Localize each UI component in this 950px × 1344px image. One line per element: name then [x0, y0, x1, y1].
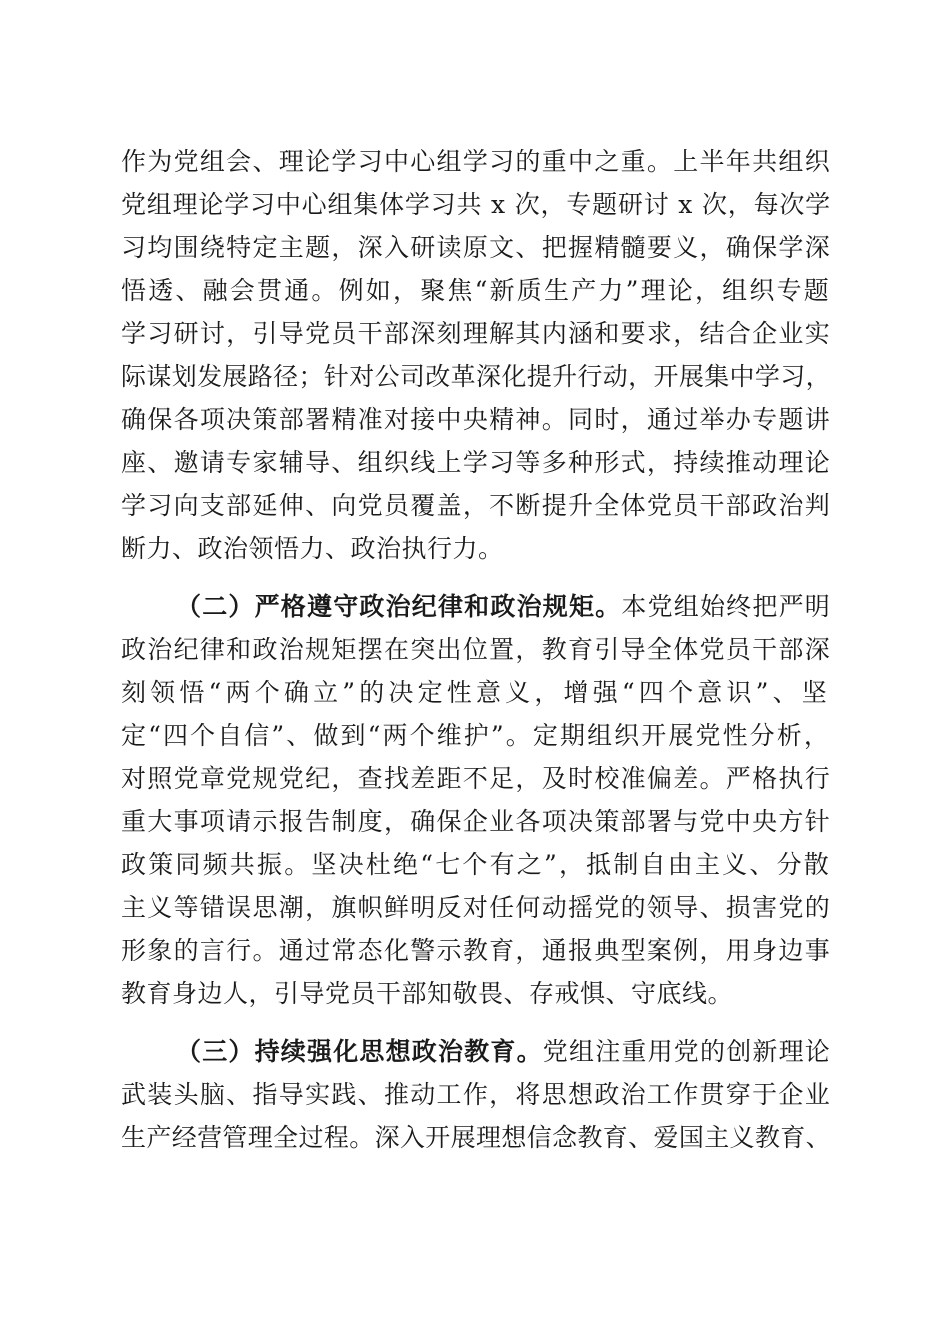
- paragraph-first-line: [121, 585, 831, 628]
- paragraph-political-discipline: [121, 585, 831, 1015]
- text-line: 确保各项决策部署精准对接中央精神。同时，通过举办专题讲: [121, 405, 831, 434]
- text-line: 教育身边人，引导党员干部知敬畏、存戒惧、守底线。: [121, 979, 734, 1008]
- text-line: 重大事项请示报告制度，确保企业各项决策部署与党中央方针: [121, 807, 831, 836]
- section-heading: （三）持续强化思想政治教育。: [176, 1037, 543, 1066]
- text-line: 对照党章党规党纪，查找差距不足，及时校准偏差。严格执行: [121, 764, 831, 793]
- paragraph-first-line: [121, 1030, 831, 1073]
- section-heading: （二）严格遵守政治纪律和政治规矩。: [176, 592, 622, 621]
- text-line: 政治纪律和政治规矩摆在突出位置，教育引导全体党员干部深: [121, 635, 831, 664]
- paragraph-ideological-education: [121, 1030, 831, 1159]
- paragraph-theory-study: [121, 140, 831, 570]
- text-line: 际谋划发展路径；针对公司改革深化提升行动，开展集中学习，: [121, 362, 831, 391]
- text-line: 座、邀请专家辅导、组织线上学习等多种形式，持续推动理论: [121, 448, 831, 477]
- text-line: 形象的言行。通过常态化警示教育，通报典型案例，用身边事: [121, 936, 831, 965]
- text-line: 武装头脑、指导实践、推动工作，将思想政治工作贯穿于企业: [121, 1080, 831, 1109]
- text-line: 生产经营管理全过程。深入开展理想信念教育、爱国主义教育、: [121, 1123, 831, 1152]
- text-line: 刻领悟“两个确立”的决定性意义，增强“四个意识”、坚: [121, 678, 831, 707]
- text-run: 本党组始终把严明: [621, 592, 831, 621]
- text-line: 悟透、融会贯通。例如，聚焦“新质生产力”理论，组织专题: [121, 276, 831, 305]
- text-run: 党组注重用党的创新理论: [542, 1037, 831, 1066]
- text-line: 政策同频共振。坚决杜绝“七个有之”，抵制自由主义、分散: [121, 850, 831, 879]
- text-line: 主义等错误思潮，旗帜鲜明反对任何动摇党的领导、损害党的: [121, 893, 831, 922]
- text-line: 习均围绕特定主题，深入研读原文、把握精髓要义，确保学深: [121, 233, 831, 262]
- text-line: 定“四个自信”、做到“两个维护”。定期组织开展党性分析，: [121, 721, 831, 750]
- text-line: 学习向支部延伸、向党员覆盖，不断提升全体党员干部政治判: [121, 491, 831, 520]
- text-line: 断力、政治领悟力、政治执行力。: [121, 534, 504, 563]
- text-line: 学习研讨，引导党员干部深刻理解其内涵和要求，结合企业实: [121, 319, 831, 348]
- text-line: 党组理论学习中心组集体学习共 x 次，专题研讨 x 次，每次学: [121, 190, 831, 219]
- text-line: 作为党组会、理论学习中心组学习的重中之重。上半年共组织: [121, 147, 831, 176]
